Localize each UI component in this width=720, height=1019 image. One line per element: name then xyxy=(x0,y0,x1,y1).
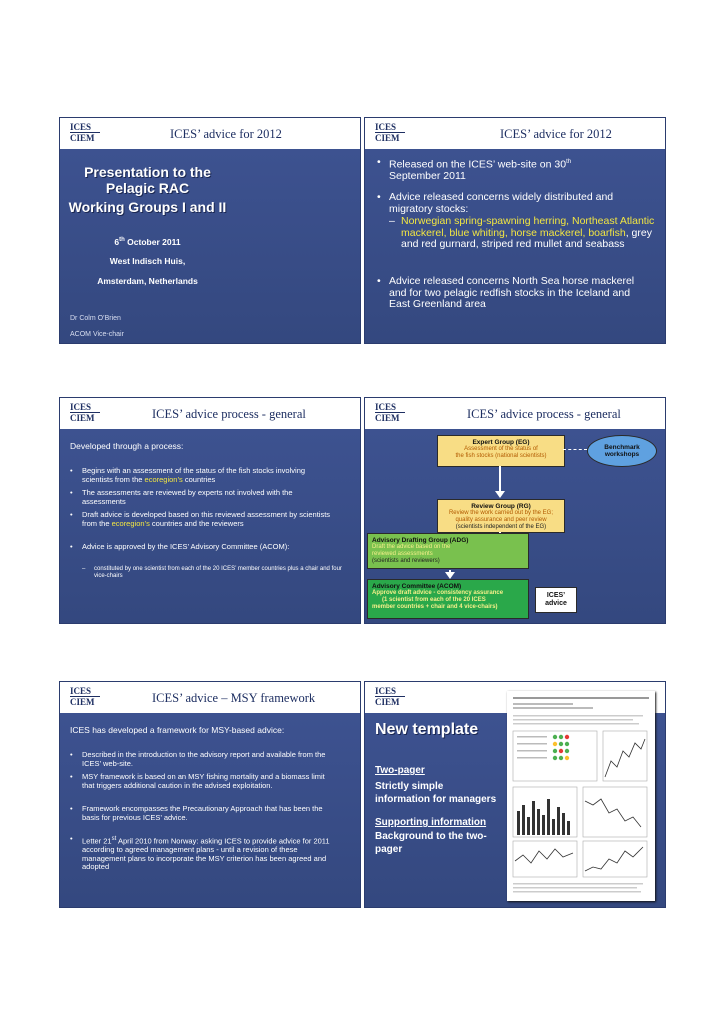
logo-text-top: ICES xyxy=(375,402,397,412)
ices-logo xyxy=(375,122,405,146)
ices-logo xyxy=(375,402,405,426)
down-arrow-icon xyxy=(495,491,505,498)
bullet-precautionary: • Framework encompasses the Precautionary Approach that has been the basis for previous ICES’ advice. xyxy=(70,804,323,822)
slide-body xyxy=(60,713,360,907)
venue-line-1: West Indisch Huis, xyxy=(109,256,186,266)
slide-5 xyxy=(60,682,360,907)
slide-header xyxy=(365,398,665,429)
slide-body xyxy=(365,713,665,907)
logo-text-bottom: CIEM xyxy=(70,696,100,707)
bullet-draft-advice: • Draft advice is developed based on this reviewed assessment by scientists from the ecoregion’s countries and the reviewers xyxy=(70,510,331,528)
logo-text-top: ICES xyxy=(70,122,92,132)
slide-title: ICES’ advice for 2012 xyxy=(500,127,612,141)
acom-line-1: Approve draft advice - consistency assurance xyxy=(372,590,504,596)
expert-group-box xyxy=(437,435,565,467)
ices-advice-box: ICES’ advice xyxy=(535,587,577,613)
benchmark-connector xyxy=(563,449,587,450)
working-groups-heading: Working Groups I and II xyxy=(68,199,227,215)
slide-title: ICES’ advice for 2012 xyxy=(170,127,282,141)
author-name: Dr Colm O’Brien xyxy=(70,315,121,322)
slide-header xyxy=(60,682,360,713)
expert-group-line-2: the fish stocks (national scientists) xyxy=(455,453,547,459)
presentation-date: 6th October 2011 xyxy=(114,237,181,247)
template-thumbnail xyxy=(507,691,655,901)
down-arrow-icon xyxy=(445,572,455,579)
slide-title: ICES’ advice – MSY framework xyxy=(152,691,316,705)
review-group-line-2: quality assurance and peer review xyxy=(455,517,547,523)
arrow-shaft xyxy=(499,466,501,492)
bullet-assessment: • Begins with an assessment of the status of the fish stocks involving scientists from the ecoregion’s countries xyxy=(70,466,306,484)
benchmark-workshops-ellipse: Benchmark workshops xyxy=(587,435,657,467)
slide-2 xyxy=(365,118,665,343)
bullet-released-date: • Released on the ICES’ web-site on 30th September 2011 xyxy=(377,156,572,182)
logo-text-bottom: CIEM xyxy=(70,412,100,423)
logo-text-top: ICES xyxy=(375,686,397,696)
logo-text-bottom: CIEM xyxy=(375,132,405,143)
presentation-heading: Presentation to the Pelagic RAC xyxy=(84,164,211,196)
adg-heading: Advisory Drafting Group (ADG) xyxy=(372,537,469,544)
expert-group-line-1: Assessment of the status of xyxy=(464,446,538,452)
ices-logo xyxy=(70,122,100,146)
slide-1 xyxy=(60,118,360,343)
slide-body xyxy=(365,149,665,343)
slide-4 xyxy=(365,398,665,623)
template-page-preview xyxy=(507,691,655,901)
slide-body xyxy=(365,429,665,623)
acom-heading: Advisory Committee (ACOM) xyxy=(372,583,462,590)
slide-title: ICES’ advice process - general xyxy=(152,407,306,421)
slide-body xyxy=(60,149,360,343)
two-pager-description: Strictly simple information for managers xyxy=(375,781,497,805)
adg-line-3: (scientists and reviewers) xyxy=(372,558,440,564)
bullet-north-sea-redfish: • Advice released concerns North Sea horse mackerel and for two pelagic redfish stocks in the Iceland and East Greenland area xyxy=(377,275,635,310)
expert-group-heading: Expert Group (EG) xyxy=(472,439,530,446)
review-group-heading: Review Group (RG) xyxy=(471,503,531,510)
sub-bullet-stock-list: – Norwegian spring-spawning herring, Northeast Atlantic mackerel, blue whiting, horse mackerel, boarfish, grey and red gurnard, striped red mullet and seabass xyxy=(389,215,655,250)
logo-text-bottom: CIEM xyxy=(70,132,100,143)
advisory-drafting-group-box xyxy=(367,533,529,569)
supporting-info-description: Background to the two-pager xyxy=(375,831,487,855)
venue-line-2: Amsterdam, Netherlands xyxy=(97,276,198,286)
bullet-approval: • Advice is approved by the ICES’ Advisory Committee (ACOM): xyxy=(70,542,290,551)
bullet-review: • The assessments are reviewed by experts not involved with the assessments xyxy=(70,488,293,506)
two-pager-label: Two-pager xyxy=(375,765,425,776)
slide-body xyxy=(60,429,360,623)
advisory-committee-box xyxy=(367,579,529,619)
logo-text-top: ICES xyxy=(70,402,92,412)
slide-header xyxy=(60,118,360,149)
bullet-described: • Described in the introduction to the advisory report and available from the ICES’ web-site. xyxy=(70,750,326,768)
supporting-info-label: Supporting information xyxy=(375,817,487,828)
bullet-migratory-stocks: • Advice released concerns widely distributed and migratory stocks: xyxy=(377,191,614,215)
slide-3 xyxy=(60,398,360,623)
sub-bullet-acom: – constituted by one scientist from each of the 20 ICES’ member countries plus a chair and four vice-chairs xyxy=(82,566,342,579)
logo-text-top: ICES xyxy=(70,686,92,696)
ices-logo xyxy=(70,686,100,710)
slide-title: ICES’ advice process - general xyxy=(467,407,621,421)
process-intro: Developed through a process: xyxy=(70,441,184,451)
slide-header xyxy=(60,398,360,429)
author-role: ACOM Vice-chair xyxy=(70,331,124,338)
review-group-box xyxy=(437,499,565,533)
logo-text-top: ICES xyxy=(375,122,397,132)
logo-text-bottom: CIEM xyxy=(375,412,405,423)
ices-logo xyxy=(70,402,100,426)
msy-intro: ICES has developed a framework for MSY-based advice: xyxy=(70,725,285,735)
acom-line-2: (1 scientist from each of the 20 ICES xyxy=(382,597,486,603)
slide-6 xyxy=(365,682,665,907)
adg-line-2: reviewed assessments xyxy=(372,551,433,557)
acom-line-3: member countries + chair and 4 vice-chairs) xyxy=(372,604,498,610)
bullet-msy-basis: • MSY framework is based on an MSY fishing mortality and a biomass limit that triggers additional caution in the advised exploitation. xyxy=(70,772,325,790)
logo-text-bottom: CIEM xyxy=(375,696,405,707)
ices-logo xyxy=(375,686,405,710)
new-template-heading: New template xyxy=(375,721,479,738)
adg-line-1: Draft the advice based on the xyxy=(372,544,451,550)
review-group-line-1: Review the work carried out by the EG; xyxy=(448,510,554,516)
slide-header xyxy=(365,118,665,149)
review-group-line-3: (scientists independent of the EG) xyxy=(455,524,547,530)
bullet-norway-letter: • Letter 21st April 2010 from Norway: asking ICES to provide advice for 2011 according to agreed management plans - until a revision of these management plans to incorporate the MSY criterion has been agreed and adopted xyxy=(70,834,330,871)
